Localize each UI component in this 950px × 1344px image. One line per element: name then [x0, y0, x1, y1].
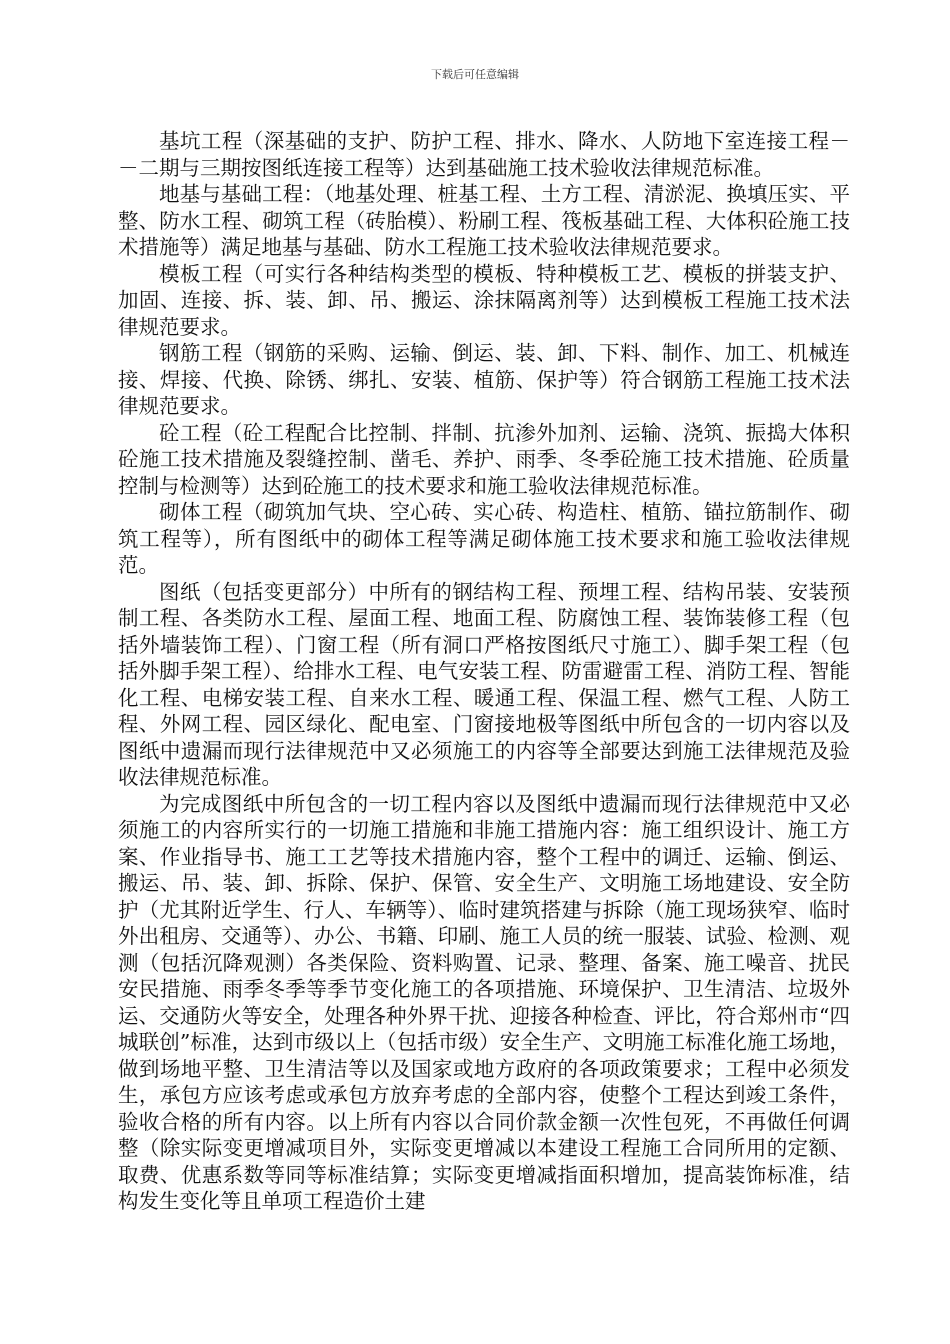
paragraph-concrete: 砼工程（砼工程配合比控制、拌制、抗渗外加剂、运输、浇筑、振捣大体积砼施工技术措施及裂缝控制、凿毛、养护、雨季、冬季砼施工技术措施、砼质量控制与检测等）达到砼施工的技术要求和施工验收法律规范标准。 [118, 420, 850, 498]
paragraph-foundation-works: 地基与基础工程：（地基处理、桩基工程、土方工程、清淤泥、换填压实、平整、防水工程、砌筑工程（砖胎模）、粉刷工程、筏板基础工程、大体积砼施工技术措施等）满足地基与基础、防水工程施工技术验收法律规范要求。 [118, 182, 850, 259]
paragraph-drawings-scope: 图纸（包括变更部分）中所有的钢结构工程、预埋工程、结构吊装、安装预制工程、各类防水工程、屋面工程、地面工程、防腐蚀工程、装饰装修工程（包括外墙装饰工程）、门窗工程（所有洞口严格按图纸尺寸施工）、脚手架工程（包括外脚手架工程）、给排水工程、电气安装工程、防雷避雷工程、消防工程、智能化工程、电梯安装工程、自来水工程、暖通工程、保温工程、燃气工程、人防工程、外网工程、园区绿化、配电室、门窗接地极等图纸中所包含的一切内容以及图纸中遗漏而现行法律规范中又必须施工的内容等全部要达到施工法律规范及验收法律规范标准。 [118, 579, 850, 789]
paragraph-formwork: 模板工程（可实行各种结构类型的模板、特种模板工艺、模板的拼装支护、加固、连接、拆、装、卸、吊、搬运、涂抹隔离剂等）达到模板工程施工技术法律规范要求。 [118, 261, 850, 339]
paragraph-rebar: 钢筋工程（钢筋的采购、运输、倒运、装、卸、下料、制作、加工、机械连接、焊接、代换、除锈、绑扎、安装、植筋、保护等）符合钢筋工程施工技术法律规范要求。 [118, 341, 850, 418]
document-body [118, 128, 850, 1215]
paragraph-masonry: 砌体工程（砌筑加气块、空心砖、实心砖、构造柱、植筋、锚拉筋制作、砌筑工程等），所有图纸中的砌体工程等满足砌体施工技术要求和施工验收法律规范。 [118, 500, 850, 577]
page-header-note: 下载后可任意编辑 [431, 68, 519, 81]
paragraph-measures: 为完成图纸中所包含的一切工程内容以及图纸中遗漏而现行法律规范中又必须施工的内容所实行的一切施工措施和非施工措施内容：施工组织设计、施工方案、作业指导书、施工工艺等技术措施内容，整个工程中的调迁、运输、倒运、搬运、吊、装、卸、拆除、保护、保管、安全生产、文明施工场地建设、安全防护（尤其附近学生、行人、车辆等）、临时建筑搭建与拆除（施工现场狭窄、临时外出租房、交通等）、办公、书籍、印刷、施工人员的统一服装、试验、检测、观测（包括沉降观测）各类保险、资料购置、记录、整理、备案、施工噪音、扰民安民措施、雨季冬季等季节变化施工的各项措施、环境保护、卫生清洁、垃圾外运、交通防火等安全，处理各种外界干扰、迎接各种检查、评比，符合郑州市“四城联创”标准，达到市级以上（包括市级）安全生产、文明施工标准化施工场地，做到场地平整、卫生清洁等以及国家或地方政府的各项政策要求；工程中必须发生，承包方应该考虑或承包方放弃考虑的全部内容，使整个工程达到竣工条件，验收合格的所有内容。以上所有内容以合同价款金额一次性包死，不再做任何调整（除实际变更增减项目外，实际变更增减以本建设工程施工合同所用的定额、取费、优惠系数等同等标准结算；实际变更增减指面积增加，提高装饰标准，结构发生变化等且单项工程造价土建 [118, 791, 850, 1213]
paragraph-foundation-pit: 基坑工程（深基础的支护、防护工程、排水、降水、人防地下室连接工程－－二期与三期按图纸连接工程等）达到基础施工技术验收法律规范标准。 [118, 129, 850, 180]
